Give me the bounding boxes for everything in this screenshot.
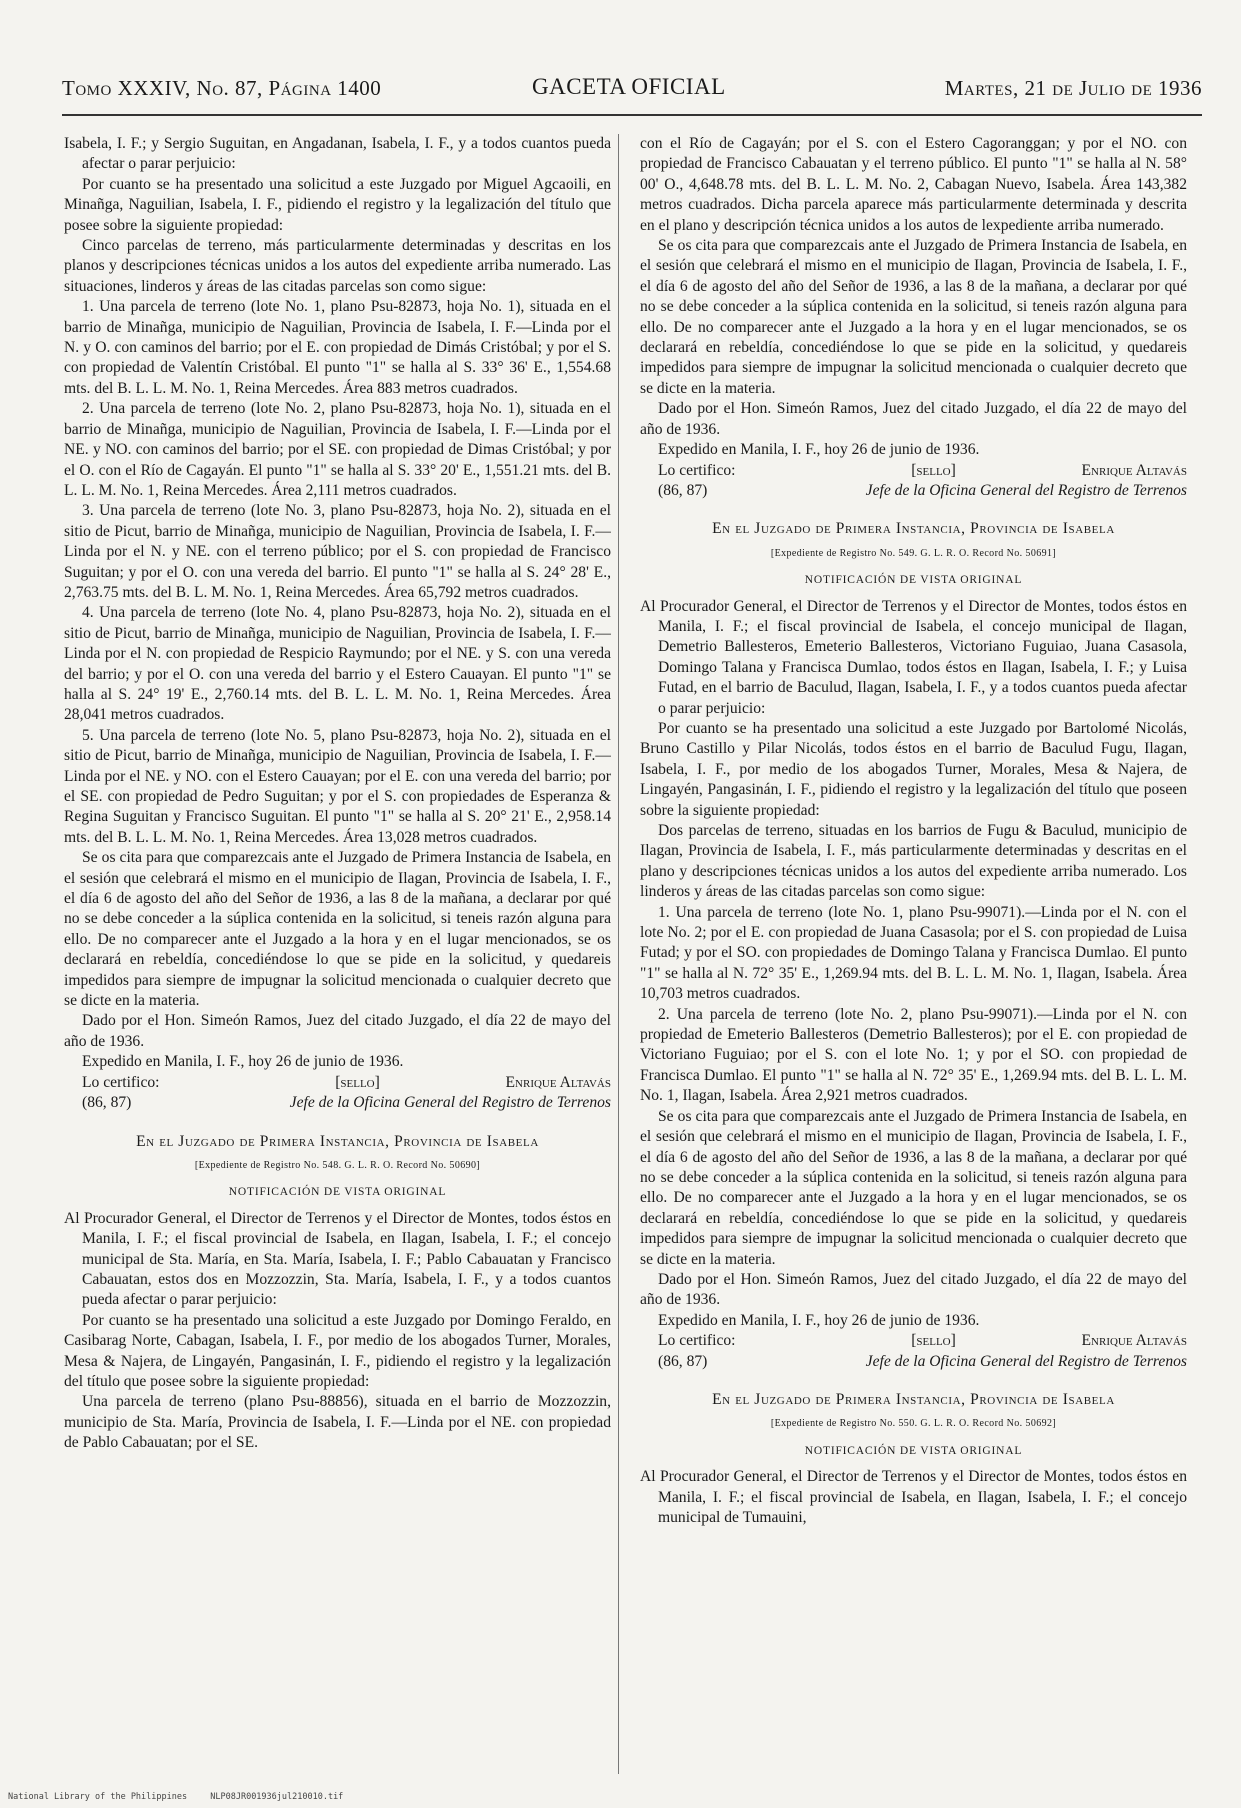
issued-paragraph: Expedido en Manila, I. F., hoy 26 de junio de 1936. <box>82 1053 404 1071</box>
paragraph: Por cuanto se ha presentado una solicitud a este Juzgado por Bartolomé Nicolás, Bruno Castillo y Pilar Nicolás, todos éstos en el barrio de Baculud Fugu, Ilagan, Isabela, I. F., por medio de los abogados Turner, Morales, Mesa & Najera, de Lingayén, Pangasinán, I. F., pidiendo el registro y la legalización del título que poseen sobre la siguiente propiedad: <box>640 719 1187 819</box>
parcel-description: 5. Una parcela de terreno (lote No. 5, plano Psu-82873, hoja No. 2), situada en el sitio de Picut, barrio de Minañga, municipio de Naguilian, Provincia de Isabela, I. F.—Linda por el NE. y NO. con el Estero Cauayan; por el E. con una vereda del barrio; por el SE. con propiedad de Pedro Suguitan; y por el S. con propiedades de Esperanza & Regina Suguitan y Francisco Suguitan. El punto "1" se halla al S. 20° 21' E., 2,958.14 mts. del B. L. L. M. No. 1, Reina Mercedes. Área 13,028 metros cuadrados. <box>64 726 611 846</box>
parcel-description: 3. Una parcela de terreno (lote No. 3, plano Psu-82873, hoja No. 2), situada en el sitio de Picut, barrio de Minañga, municipio de Naguilian, Provincia de Isabela, I. F.—Linda por el N. y NE. con el terreno público; por el S. con propiedad de Francisco Suguitan; y por el O. con una vereda del barrio. El punto "1" se halla al S. 24° 28' E., 2,763.75 mts. del B. L. M. No. 1, Reina Mercedes. Área 65,792 metros cuadrados. <box>64 502 611 601</box>
scan-footer <box>8 1792 361 1802</box>
office-line <box>64 1093 611 1113</box>
paragraph: Cinco parcelas de terreno, más particularmente determinadas y descritas en los planos y descripciones técnicas unidos a los autos del expediente arriba numerado. Las situaciones, linderos y áreas de las citadas parcelas son como sigue: <box>64 237 611 295</box>
issued-paragraph: Expedido en Manila, I. F., hoy 26 de junio de 1936. <box>658 1311 980 1329</box>
column-divider <box>618 134 619 1774</box>
right-column <box>640 134 1187 1774</box>
section-record-number: [Expediente de Registro No. 548. G. L. R. O. Record No. 50690] <box>194 1159 481 1171</box>
certification-line <box>64 1073 611 1093</box>
given-by-paragraph: Dado por el Hon. Simeón Ramos, Juez del citado Juzgado, el día 22 de mayo del año de 1936. <box>640 400 1187 438</box>
section-title: NOTIFICACIÓN DE VISTA ORIGINAL <box>228 1186 447 1199</box>
signer-name: Enrique Altavás <box>1081 461 1187 479</box>
signer-office: Jefe de la Oficina General del Registro de Terrenos <box>865 481 1187 499</box>
signer-office: Jefe de la Oficina General del Registro de Terrenos <box>865 1352 1187 1370</box>
notice-addressees: Al Procurador General, el Director de Terrenos y el Director de Montes, todos éstos en Manila, I. F.; el fiscal provincial de Isabela, en Ilagan, Isabela, I. F.; el concejo municipal de Sta. María, en Sta. María, Isabela, I. F.; Pablo Cabauatan y Francisco Cabauatan, estos dos en Mozzozzin, Sta. María, Isabela, I. F., y a todos cuantos pueda afectar o parar perjuicio: <box>64 1209 611 1309</box>
paragraph: Por cuanto se ha presentado una solicitud a este Juzgado por Miguel Agcaoili, en Minañga, Naguilian, Isabela, I. F., pidiendo el registro y la legalización del título que posee sobre la siguiente propiedad: <box>64 175 611 234</box>
footer-library: National Library of the Philippines <box>8 1792 188 1802</box>
office-line <box>640 481 1187 501</box>
certifico-label: Lo certifico: <box>658 1332 736 1350</box>
signer-name: Enrique Altavás <box>505 1073 611 1091</box>
given-by-paragraph: Dado por el Hon. Simeón Ramos, Juez del citado Juzgado, el día 22 de mayo del año de 1936. <box>640 1270 1187 1309</box>
header-volume-page: Tomo XXXIV, No. 87, Página 1400 <box>62 76 382 100</box>
summons-paragraph: Se os cita para que comparezcais ante el Juzgado de Primera Instancia de Isabela, en el sesión que celebrará el mismo en el municipio de Ilagan, Provincia de Isabela, I. F., el día 6 de agosto del año del Señor de 1936, a las 8 de la mañana, a declarar por qué no se debe conceder a la súplica contenida en la solicitud, si teneis razón alguna para ello. De no comparecer ante el Juzgado a la hora y en el lugar mencionados, se os declarará en rebeldía, concediéndose lo que se pide en la solicitud, y quedareis impedidos para siempre de impugnar la solicitud mencionada o cualquier decreto que se dicte en la materia. <box>640 237 1187 397</box>
section-heading: En el Juzgado de Primera Instancia, Provincia de Isabela <box>712 1390 1115 1408</box>
seal-mark: [sello] <box>911 1332 956 1350</box>
certifico-label: Lo certifico: <box>82 1073 160 1091</box>
parcel-description: 1. Una parcela de terreno (lote No. 1, plano Psu-99071).—Linda por el N. con el lote No. 2; por el E. con propiedad de Juana Casasola; por el S. con propiedad de Luisa Futad; y por el SO. con propiedades de Domingo Talana y Francisca Dumlao. El punto "1" se halla al N. 72° 35' E., 1,269.94 mts. del B. L. L. M. No. 1, Ilagan, Isabela. Área 10,703 metros cuadrados. <box>640 903 1187 1003</box>
certification-line <box>640 461 1187 481</box>
footer-filename: NLP08JR001936jul210010.tif <box>210 1792 344 1802</box>
seal-mark: [sello] <box>335 1073 380 1091</box>
issued-paragraph: Expedido en Manila, I. F., hoy 26 de junio de 1936. <box>658 441 980 459</box>
header-rule <box>62 114 1202 116</box>
section-title: NOTIFICACIÓN DE VISTA ORIGINAL <box>804 574 1023 587</box>
seal-mark: [sello] <box>911 461 956 479</box>
certification-line <box>640 1331 1187 1351</box>
page-header <box>62 70 1202 104</box>
left-column <box>64 134 611 1774</box>
paragraph: Dos parcelas de terreno, situadas en los barrios de Fugu & Baculud, municipio de Ilagan, Provincia de Isabela, I. F., más particularmente determinadas y descritas en el plano y descripciones técnicas unidos a los autos del expediente arriba numerado. Los linderos y áreas de las citadas parcelas son como sigue: <box>640 822 1187 901</box>
notice-addressees: Al Procurador General, el Director de Terrenos y el Director de Montes, todos éstos en Manila, I. F.; el fiscal provincial de Isabela, en Ilagan, Isabela, I. F.; el concejo municipal de Tumauini, <box>640 1468 1187 1526</box>
reference-number: (86, 87) <box>82 1094 132 1112</box>
summons-paragraph: Se os cita para que comparezcais ante el Juzgado de Primera Instancia de Isabela, en el sesión que celebrará el mismo en el municipio de Ilagan, Provincia de Isabela, I. F., el día 6 de agosto del año del Señor de 1936, a las 8 de la mañana, a declarar por qué no se debe conceder a la súplica contenida en la solicitud, si teneis razón alguna para ello. De no comparecer ante el Juzgado a la hora y en el lugar mencionados, se os declarará en rebeldía, concediéndose lo que se pide en la solicitud, y quedareis impedidos para siempre de impugnar la solicitud mencionada o cualquier decreto que se dicte en la materia. <box>64 849 611 1010</box>
summons-paragraph: Se os cita para que comparezcais ante el Juzgado de Primera Instancia de Isabela, en el sesión que celebrará el mismo en el municipio de Ilagan, Provincia de Isabela, I. F., el día 6 de agosto del año del Señor de 1936, a las 8 de la mañana, a declarar por qué no se debe conceder a la súplica contenida en la solicitud, si teneis razón alguna para ello. De no comparecer ante el Juzgado a la hora y en el lugar mencionados, se os declarará en rebeldía, concediéndose lo que se pide en la solicitud, y quedareis impedidos para siempre de impugnar la solicitud mencionada o cualquier decreto que se dicte en la materia. <box>640 1107 1187 1268</box>
parcel-description: 1. Una parcela de terreno (lote No. 1, plano Psu-82873, hoja No. 1), situada en el barrio de Minañga, municipio de Naguilian, Provincia de Isabela, I. F.—Linda por el N. y O. con caminos del barrio; por el E. con propiedad de Dimás Cristóbal; y por el S. con propiedad de Valentín Cristóbal. El punto "1" se halla al S. 33° 36' E., 1,554.68 mts. del B. L. L. M. No. 1, Reina Mercedes. Área 883 metros cuadrados. <box>64 298 611 397</box>
paragraph: Por cuanto se ha presentado una solicitud a este Juzgado por Domingo Feraldo, en Casibarag Norte, Cabagan, Isabela, I. F., por medio de los abogados Turner, Morales, Mesa & Najera, de Lingayén, Pangasinán, I. F., pidiendo el registro y la legalización del título que posee sobre la siguiente propiedad: <box>64 1311 611 1390</box>
parcel-description: 2. Una parcela de terreno (lote No. 2, plano Psu-82873, hoja No. 1), situada en el barrio de Minañga, municipio de Naguilian, Provincia de Isabela, I. F.—Linda por el NE. y NO. con caminos del barrio; por el SE. con propiedad de Dimas Cristóbal; y por el O. con el Río de Cagayán. El punto "1" se halla al S. 33° 20' E., 1,551.21 mts. del B. L. L. M. No. 1, Reina Mercedes. Área 2,111 metros cuadrados. <box>64 400 611 499</box>
notice-addressees: Al Procurador General, el Director de Terrenos y el Director de Montes, todos éstos en Manila, I. F.; el fiscal provincial de Isabela, el concejo municipal de Ilagan, Demetrio Ballesteros, Emeterio Ballesteros, Victoriano Fuguiao, Juana Casasola, Domingo Talana y Francisca Dumlao, todos éstos en Ilagan, Isabela, I. F.; y Luisa Futad, en el barrio de Baculud, Ilagan, Isabela, I. F., y a todos cuantos pueda afectar o parar perjuicio: <box>640 597 1187 717</box>
certifico-label: Lo certifico: <box>658 461 736 479</box>
signer-name: Enrique Altavás <box>1081 1332 1187 1350</box>
reference-number: (86, 87) <box>658 1352 708 1370</box>
section-heading: En el Juzgado de Primera Instancia, Provincia de Isabela <box>136 1132 539 1150</box>
parcel-description: Una parcela de terreno (plano Psu-88856), situada en el barrio de Mozzozzin, municipio de Sta. María, Provincia de Isabela, I. F.—Linda por el NE. con propiedad de Pablo Cabauatan; por el SE. <box>64 1393 611 1452</box>
notice-addressees-cont: Isabela, I. F.; y Sergio Suguitan, en Angadanan, Isabela, I. F., y a todos cuantos pueda afectar o parar perjuicio: <box>64 135 611 173</box>
parcel-description-cont: con el Río de Cagayán; por el S. con el Estero Cagoranggan; y por el NO. con propiedad de Francisco Cabauatan y el terreno público. El punto "1" se halla al N. 58° 00' O., 4,648.78 mts. del B. L. L. M. No. 2, Cabagan Nuevo, Isabela. Área 143,382 metros cuadrados. Dicha parcela aparece más particularmente determinada y descrita en el plano y descripción técnica unidos a los autos de lexpediente arriba numerado. <box>640 135 1187 234</box>
parcel-description: 2. Una parcela de terreno (lote No. 2, plano Psu-99071).—Linda por el N. con propiedad de Emeterio Ballesteros (Demetrio Ballesteros); por el E. con propiedad de Victoriano Fuguiao; por el S. con el lote No. 1; y por el SO. con propiedad de Francisca Dumlao. El punto "1" se halla al N. 72° 35' E., 1,269.94 mts. del B. L. L. M. No. 1, Ilagan, Isabela. Área 2,921 metros cuadrados. <box>640 1005 1187 1105</box>
given-by-paragraph: Dado por el Hon. Simeón Ramos, Juez del citado Juzgado, el día 22 de mayo del año de 1936. <box>64 1012 611 1050</box>
office-line <box>640 1352 1187 1372</box>
section-title: NOTIFICACIÓN DE VISTA ORIGINAL <box>804 1444 1023 1457</box>
header-date: Martes, 21 de Julio de 1936 <box>944 76 1202 100</box>
parcel-description: 4. Una parcela de terreno (lote No. 4, plano Psu-82873, hoja No. 2), situada en el sitio de Picut, barrio de Minañga, municipio de Naguilian, Provincia de Isabela, I. F.—Linda por el N. con propiedad de Respicio Raymundo; por el NE. y S. con una vereda del barrio; y por el O. con una vereda del barrio y el Estero Cauayan. El punto "1" se halla al S. 24° 19' E., 2,760.14 mts. del B. L. L. M. No. 1, Reina Mercedes. Área 28,041 metros cuadrados. <box>64 604 611 724</box>
signer-office: Jefe de la Oficina General del Registro de Terrenos <box>289 1094 611 1112</box>
section-record-number: [Expediente de Registro No. 550. G. L. R. O. Record No. 50692] <box>770 1418 1057 1430</box>
section-record-number: [Expediente de Registro No. 549. G. L. R. O. Record No. 50691] <box>770 547 1057 559</box>
header-publication-title: GACETA OFICIAL <box>532 74 726 99</box>
section-heading: En el Juzgado de Primera Instancia, Provincia de Isabela <box>712 520 1115 538</box>
reference-number: (86, 87) <box>658 481 708 499</box>
